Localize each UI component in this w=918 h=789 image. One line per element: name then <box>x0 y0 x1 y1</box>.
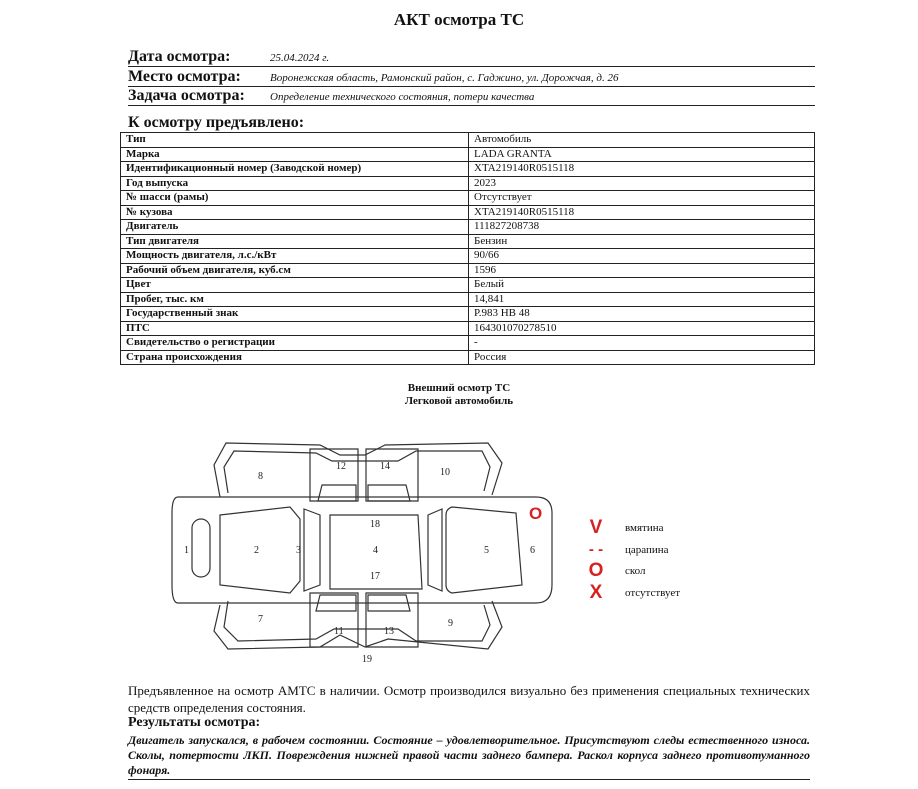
zone-19-label: 19 <box>362 654 372 665</box>
zone-11-label: 11 <box>334 626 344 637</box>
row-value: Россия <box>469 350 815 365</box>
row-value: 2023 <box>469 176 815 191</box>
inspection-place-value: Воронежская область, Рамонский район, с. Гаджино, ул. Дорожчая, д. 26 <box>270 72 619 84</box>
table-row <box>121 191 815 206</box>
row-value: 14,841 <box>469 292 815 307</box>
row-key: Пробег, тыс. км <box>121 292 469 307</box>
table-row <box>121 263 815 278</box>
zone-2-label: 2 <box>254 545 259 556</box>
row-key: Марка <box>121 147 469 162</box>
table-row <box>121 205 815 220</box>
table-row <box>121 249 815 264</box>
vehicle-info-table <box>120 132 815 365</box>
table-row <box>121 162 815 177</box>
row-value: Белый <box>469 278 815 293</box>
zone-1-label: 1 <box>184 545 189 556</box>
row-value: Автомобиль <box>469 133 815 148</box>
table-row <box>121 292 815 307</box>
row-key: Тип <box>121 133 469 148</box>
dent-symbol: V <box>589 517 603 538</box>
table-row <box>121 176 815 191</box>
zone-4-label: 4 <box>373 545 378 556</box>
row-value: Бензин <box>469 234 815 249</box>
row-key: Свидетельство о регистрации <box>121 336 469 351</box>
table-row <box>121 147 815 162</box>
row-value: 111827208738 <box>469 220 815 235</box>
inspection-date-label: Дата осмотра: <box>128 48 231 65</box>
exterior-title: Внешний осмотр ТС <box>407 382 511 394</box>
row-key: Цвет <box>121 278 469 293</box>
zone-13-label: 13 <box>384 626 394 637</box>
row-value: XTA219140R0515118 <box>469 162 815 177</box>
row-value: Р.983 НВ 48 <box>469 307 815 322</box>
table-row <box>121 350 815 365</box>
table-row <box>121 234 815 249</box>
row-value: LADA GRANTA <box>469 147 815 162</box>
missing-symbol: X <box>589 582 603 603</box>
zone-14-label: 14 <box>380 461 390 472</box>
table-row <box>121 220 815 235</box>
dent-label: вмятина <box>625 522 664 534</box>
zone-7-label: 7 <box>258 614 263 625</box>
zone-12-label: 12 <box>336 461 346 472</box>
row-key: Страна происхождения <box>121 350 469 365</box>
row-value: - <box>469 336 815 351</box>
zone-10-label: 10 <box>440 467 450 478</box>
row-value: 1596 <box>469 263 815 278</box>
results-underline <box>128 779 810 780</box>
inspection-note: Предъявленное на осмотр АМТС в наличии. Осмотр производился визуально без применения специальных технических средств определения состояния. <box>128 683 810 715</box>
inspection-task-label: Задача осмотра: <box>128 87 245 104</box>
row-key: Двигатель <box>121 220 469 235</box>
scratch-symbol: - - <box>588 541 604 558</box>
inspection-task-field <box>128 87 815 106</box>
damage-marker-chip: O <box>529 504 543 523</box>
inspection-date-field <box>128 48 815 67</box>
row-key: Рабочий объем двигателя, куб.см <box>121 263 469 278</box>
row-value: Отсутствует <box>469 191 815 206</box>
zone-5-label: 5 <box>484 545 489 556</box>
chip-symbol: O <box>588 560 604 581</box>
chip-label: скол <box>625 565 646 577</box>
row-key: Идентификационный номер (Заводской номер) <box>121 162 469 177</box>
zone-8-label: 8 <box>258 471 263 482</box>
row-value: 164301070278510 <box>469 321 815 336</box>
row-key: Год выпуска <box>121 176 469 191</box>
results-title: Результаты осмотра: <box>128 715 261 730</box>
scratch-label: царапина <box>625 544 669 556</box>
table-row <box>121 278 815 293</box>
row-value: XTA219140R0515118 <box>469 205 815 220</box>
zone-18-label: 18 <box>370 519 380 530</box>
zone-9-label: 9 <box>448 618 453 629</box>
missing-label: отсутствует <box>625 587 681 599</box>
zone-17-label: 17 <box>370 571 380 582</box>
results-text: Двигатель запускался, в рабочем состоянии. Состояние – удовлетворительное. Присутствуют следы естественного износа. Сколы, потертости ЛКП. Повреждения нижней правой части заднего бампера. Раскол корпуса заднего противотуманного фонаря. <box>128 733 810 777</box>
row-key: Мощность двигателя, л.с./кВт <box>121 249 469 264</box>
table-row <box>121 321 815 336</box>
inspection-task-value: Определение технического состояния, потери качества <box>270 91 535 103</box>
row-key: № кузова <box>121 205 469 220</box>
table-row <box>121 133 815 148</box>
inspection-place-label: Место осмотра: <box>128 68 241 85</box>
row-key: Тип двигателя <box>121 234 469 249</box>
table-row <box>121 307 815 322</box>
zone-3-label: 3 <box>296 545 301 556</box>
row-value: 90/66 <box>469 249 815 264</box>
table-row <box>121 336 815 351</box>
inspection-place-field <box>128 68 815 87</box>
exterior-subtitle: Легковой автомобиль <box>404 395 514 407</box>
row-key: № шасси (рамы) <box>121 191 469 206</box>
row-key: Государственный знак <box>121 307 469 322</box>
zone-6-label: 6 <box>530 545 535 556</box>
inspection-date-value: 25.04.2024 г. <box>270 52 330 64</box>
presented-section-title: К осмотру предъявлено: <box>128 114 305 131</box>
document-title: АКТ осмотра ТС <box>393 10 525 29</box>
row-key: ПТС <box>121 321 469 336</box>
car-body-diagram <box>170 435 560 667</box>
